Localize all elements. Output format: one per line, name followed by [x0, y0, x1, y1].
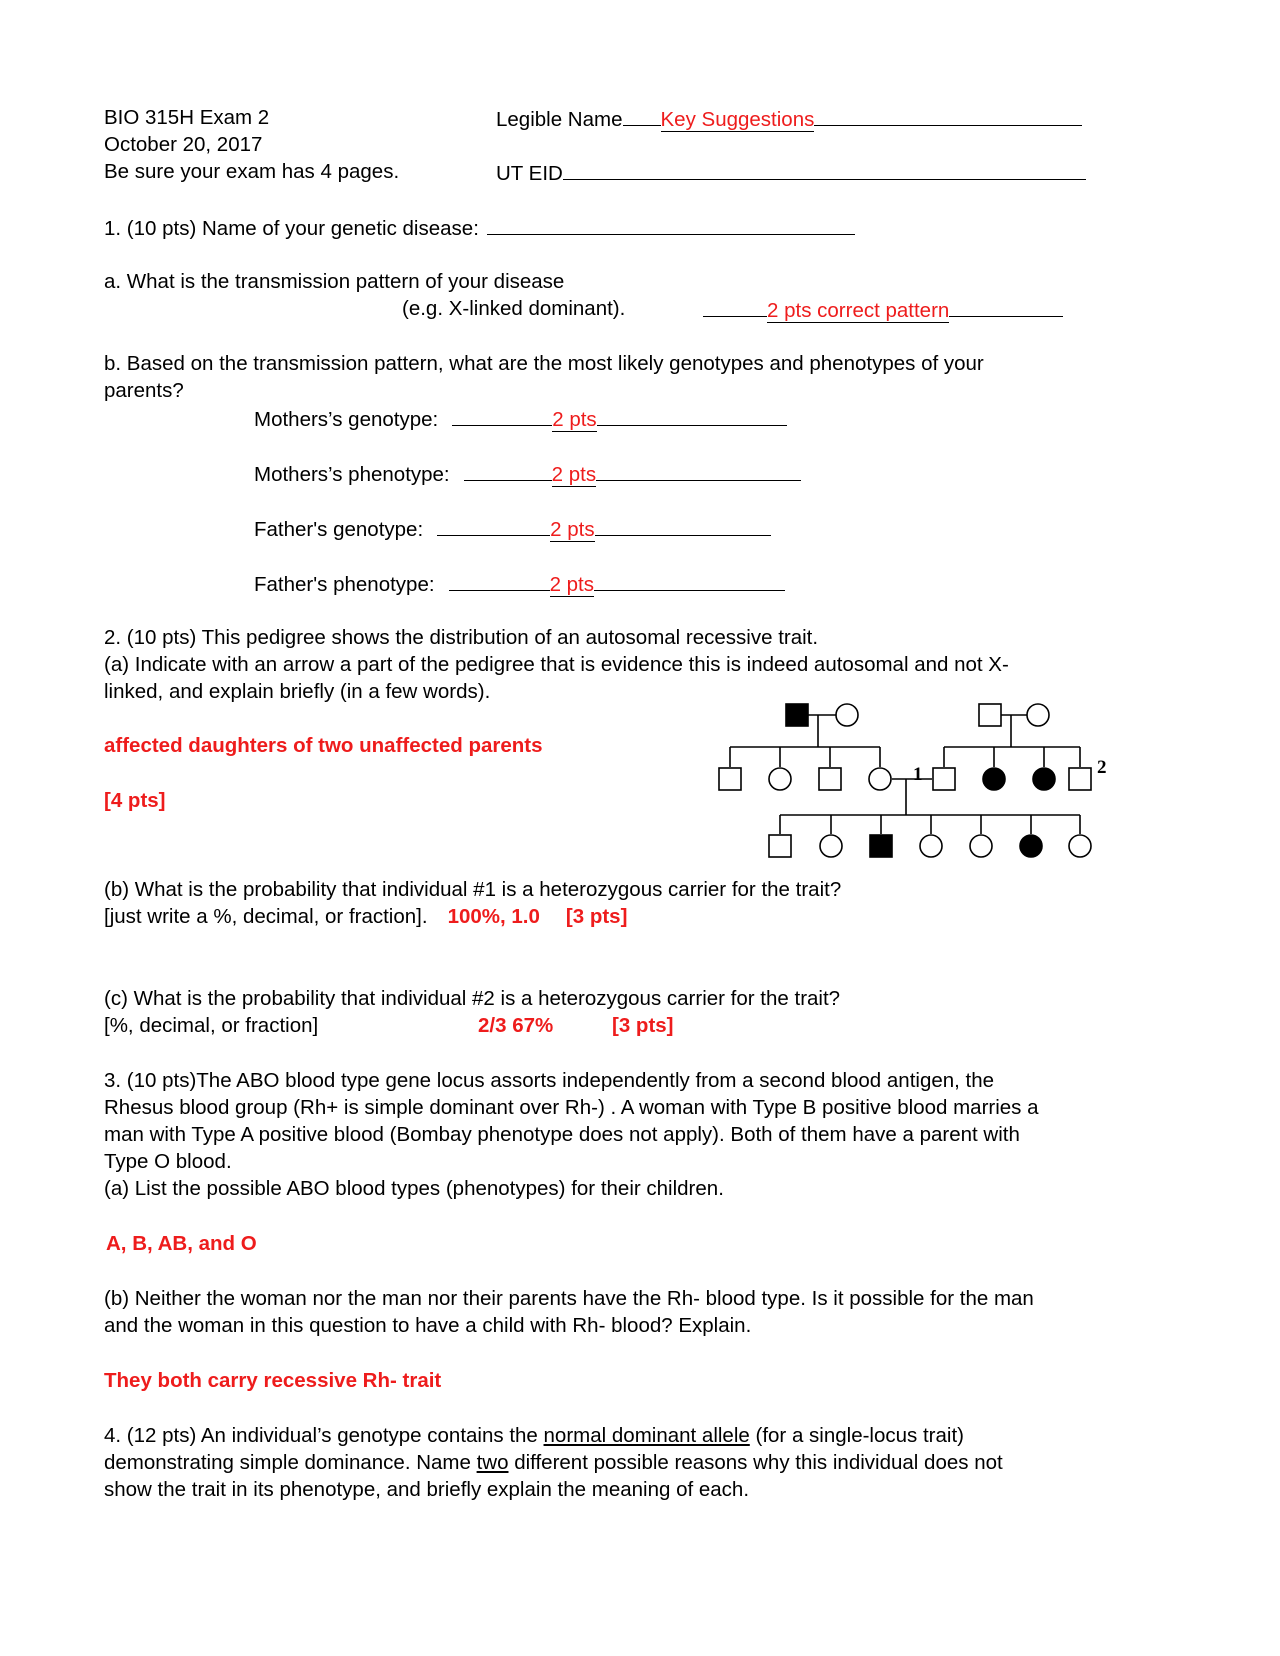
q1b-prompt-line1: b. Based on the transmission pattern, what are the most likely genotypes and phenotypes of your	[104, 352, 984, 375]
q1a-prompt: a. What is the transmission pattern of your disease	[104, 270, 565, 293]
q2a-points: [4 pts]	[104, 789, 166, 812]
q1a-example: (e.g. X-linked dominant).	[402, 297, 626, 320]
q4-line1-text: 4. (12 pts) An individual’s genotype contains the	[104, 1424, 544, 1447]
q4-line1	[104, 1422, 964, 1449]
q3b-answer: They both carry recessive Rh- trait	[104, 1369, 442, 1392]
father-genotype-label: Father's genotype:	[254, 518, 424, 541]
pedigree-label-1: 1	[913, 764, 923, 785]
q2b-line2-row	[104, 903, 627, 930]
unaffected-male-gen2	[819, 768, 841, 790]
q2c-line2: [%, decimal, or fraction]	[104, 1014, 319, 1037]
affected-female-gen2	[1033, 768, 1055, 790]
q4-line2-tail: different possible reasons why this individual does not	[508, 1451, 1003, 1474]
q2a-answer: affected daughters of two unaffected parents	[104, 734, 543, 757]
father-phenotype-label: Father's phenotype:	[254, 573, 435, 596]
q2c-answer: 2/3 67%	[478, 1014, 554, 1037]
q3b-line1: (b) Neither the woman nor the man nor their parents have the Rh- blood type. Is it possible for the man	[104, 1287, 1034, 1310]
mother-genotype-answer: 2 pts	[552, 408, 597, 431]
q3-line4: Type O blood.	[104, 1150, 232, 1173]
q2b-line2: [just write a %, decimal, or fraction].	[104, 905, 428, 928]
q2c-line1: (c) What is the probability that individual #2 is a heterozygous carrier for the trait?	[104, 987, 841, 1010]
father-phenotype-answer: 2 pts	[549, 573, 595, 596]
q4-line1-tail: (for a single-locus trait)	[749, 1424, 964, 1447]
individual-2-male	[1069, 768, 1091, 790]
unaffected-male-gen1	[979, 704, 1001, 726]
q2-prompt: 2. (10 pts) This pedigree shows the distribution of an autosomal recessive trait.	[104, 626, 819, 649]
pages-note: Be sure your exam has 4 pages.	[104, 160, 400, 183]
q2a-line1: (a) Indicate with an arrow a part of the pedigree that is evidence this is indeed autosomal and not X-	[104, 653, 1009, 676]
affected-male-gen3	[870, 835, 892, 857]
unaffected-female-gen3	[970, 835, 992, 857]
eid-label: UT EID	[496, 162, 563, 185]
q1b-prompt-line2: parents?	[104, 379, 184, 402]
q3-line3: man with Type A positive blood (Bombay phenotype does not apply). Both of them have a parent with	[104, 1123, 1020, 1146]
name-value: Key Suggestions	[660, 108, 815, 131]
individual-1-female	[869, 768, 891, 790]
unaffected-female-gen3	[820, 835, 842, 857]
q4-underlined-two: two	[476, 1451, 509, 1474]
unaffected-male-gen3	[769, 835, 791, 857]
q2b-points: [3 pts]	[565, 905, 628, 928]
unaffected-female-gen1	[836, 704, 858, 726]
q1a-answer: 2 pts correct pattern	[767, 299, 950, 322]
name-label: Legible Name	[496, 108, 623, 131]
q1-prompt: 1. (10 pts) Name of your genetic disease:	[104, 217, 479, 240]
unaffected-male-gen2	[933, 768, 955, 790]
q3a-answer: A, B, AB, and O	[106, 1232, 257, 1255]
q3a-prompt: (a) List the possible ABO blood types (phenotypes) for their children.	[104, 1177, 724, 1200]
unaffected-female-gen2	[769, 768, 791, 790]
mother-genotype-label: Mothers’s genotype:	[254, 408, 439, 431]
q4-line3: show the trait in its phenotype, and briefly explain the meaning of each.	[104, 1478, 750, 1501]
unaffected-male-gen2	[719, 768, 741, 790]
pedigree-label-2: 2	[1097, 757, 1107, 778]
father-genotype-answer: 2 pts	[550, 518, 595, 541]
affected-female-gen2	[983, 768, 1005, 790]
q4-line2-text: demonstrating simple dominance. Name	[104, 1451, 477, 1474]
course-title: BIO 315H Exam 2	[104, 106, 270, 129]
unaffected-female-gen1	[1027, 704, 1049, 726]
q4-underlined-allele: normal dominant allele	[543, 1424, 750, 1447]
mother-phenotype-answer: 2 pts	[551, 463, 597, 486]
q3-line1: 3. (10 pts)The ABO blood type gene locus assorts independently from a second blood antigen, the	[104, 1069, 995, 1092]
unaffected-female-gen3	[920, 835, 942, 857]
unaffected-female-gen3	[1069, 835, 1091, 857]
mother-phenotype-label: Mothers’s phenotype:	[254, 463, 450, 486]
affected-male-gen1	[786, 704, 808, 726]
q2a-line2: linked, and explain briefly (in a few words).	[104, 680, 491, 703]
affected-female-gen3	[1020, 835, 1042, 857]
q3-line2: Rhesus blood group (Rh+ is simple dominant over Rh-) . A woman with Type B positive blood marries a	[104, 1096, 1039, 1119]
q2b-line1: (b) What is the probability that individual #1 is a heterozygous carrier for the trait?	[104, 878, 842, 901]
q2b-answer: 100%, 1.0	[447, 905, 540, 928]
exam-date: October 20, 2017	[104, 133, 263, 156]
q4-line2	[104, 1449, 1003, 1476]
q3b-line2: and the woman in this question to have a child with Rh- blood? Explain.	[104, 1314, 752, 1337]
q2c-points: [3 pts]	[612, 1014, 674, 1037]
